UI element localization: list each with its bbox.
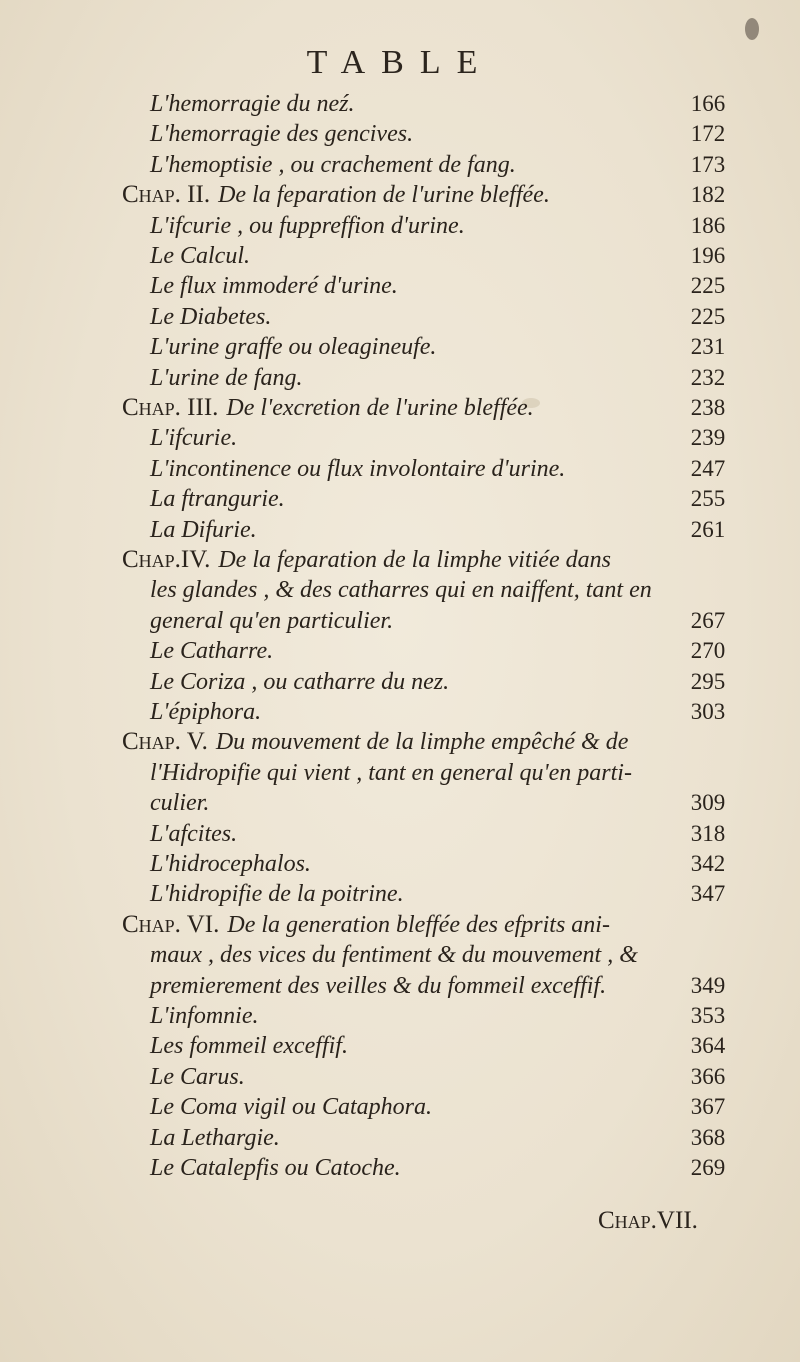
entry-title: De la feparation de l'urine bleffée. <box>218 182 550 209</box>
entry-title: L'hemoptisie , ou crachement de fang. <box>150 151 516 178</box>
entry-title: Le flux immoderé d'urine. <box>150 273 398 300</box>
page-number: 366 <box>690 1063 726 1089</box>
entry-title: Du mouvement de la limphe empêché & de <box>215 729 629 756</box>
entry-title: L'afcites. <box>150 820 238 847</box>
page-number: 261 <box>690 516 726 542</box>
entry-title: La ftrangurie. <box>150 486 285 513</box>
page-number: 309 <box>690 790 726 816</box>
entry-title: L'infomnie. <box>150 1003 259 1029</box>
page-number: 225 <box>690 273 726 299</box>
page-number: 269 <box>690 1155 726 1180</box>
entry-title: l'Hidropifie qui vient , tant en general qu'en parti- <box>150 759 632 786</box>
page-number: 349 <box>690 972 726 998</box>
page-number: 247 <box>690 455 726 481</box>
entry-title: Le Coma vigil ou Cataphora. <box>150 1094 433 1121</box>
page-number: 270 <box>690 638 726 664</box>
toc-entry <box>0 1150 800 1190</box>
page-number: 166 <box>690 91 726 116</box>
page-number: 239 <box>690 425 726 451</box>
entry-title: Le Catharre. <box>150 638 274 665</box>
page-number: 231 <box>690 334 726 360</box>
entry-title: De la generation bleffée des efprits ani- <box>227 911 610 938</box>
entry-title: premierement des veilles & du fommeil exceffif. <box>150 972 607 999</box>
page-number: 186 <box>690 212 726 238</box>
page-number: 225 <box>690 303 726 329</box>
page-number: 196 <box>690 243 726 268</box>
entry-title: Le Coriza , ou catharre du nez. <box>150 668 450 695</box>
entry-title: Le Calcul. <box>150 243 250 269</box>
entry-title: L'ifcurie. <box>150 425 238 452</box>
entry-title: L'urine de fang. <box>150 364 303 391</box>
chapter-number: Chap. V. <box>122 728 208 756</box>
chapter-number: Chap.IV. <box>122 546 211 573</box>
chapter-number: Chap. III. <box>122 394 219 421</box>
entry-title: De l'excretion de l'urine bleffée. <box>226 395 534 421</box>
entry-title: L'ifcurie , ou fuppreffion d'urine. <box>150 212 465 239</box>
entry-title: La Difurie. <box>150 516 257 543</box>
page-number: 342 <box>690 851 726 876</box>
entry-title: les glandes , & des catharres qui en naiffent, tant en <box>150 577 652 604</box>
page-number: 367 <box>690 1094 726 1120</box>
entry-title: L'hemorragie du neź. <box>150 91 355 117</box>
page-number: 173 <box>690 151 726 177</box>
page-number: 172 <box>690 121 726 147</box>
page-number: 303 <box>690 699 726 724</box>
entry-title: Les fommeil exceffif. <box>150 1033 348 1060</box>
page-number: 353 <box>690 1003 726 1028</box>
chapter-number: Chap. VI. <box>122 910 220 938</box>
page-number: 182 <box>690 182 726 208</box>
entry-title: L'hemorragie des gencives. <box>150 121 414 148</box>
entry-title: L'hidropifie de la poitrine. <box>150 881 404 908</box>
page-number: 368 <box>690 1124 726 1150</box>
page-number: 295 <box>690 668 726 694</box>
page-number: 318 <box>690 820 726 846</box>
page-heading: TABLE <box>306 44 494 81</box>
ink-stain <box>745 18 759 40</box>
entry-title: Le Catalepfis ou Catoche. <box>150 1155 401 1181</box>
page-number: 267 <box>690 607 726 633</box>
entry-title: L'épiphora. <box>150 699 262 725</box>
page-number: 255 <box>690 486 726 512</box>
catchword: Chap.VII. <box>598 1207 698 1234</box>
entry-title: L'hidrocephalos. <box>150 851 311 877</box>
entry-title: L'incontinence ou flux involontaire d'urine. <box>150 455 566 482</box>
entry-title: La Lethargie. <box>150 1124 280 1151</box>
entry-text <box>150 1150 401 1186</box>
chapter-number: Chap. II. <box>122 181 211 209</box>
entry-title: general qu'en particulier. <box>150 607 394 634</box>
page-number: 238 <box>690 395 726 420</box>
page-number: 364 <box>690 1033 726 1059</box>
page-number: 232 <box>690 364 726 390</box>
entry-title: maux , des vices du fentiment & du mouvement , & <box>150 942 638 969</box>
entry-title: Le Carus. <box>150 1063 245 1090</box>
entry-title: Le Diabetes. <box>150 303 272 330</box>
page-number: 347 <box>690 881 726 907</box>
entry-title: culier. <box>150 790 210 817</box>
entry-title: De la feparation de la limphe vitiée dans <box>218 547 611 573</box>
entry-title: L'urine graffe ou oleagineufe. <box>150 334 437 361</box>
